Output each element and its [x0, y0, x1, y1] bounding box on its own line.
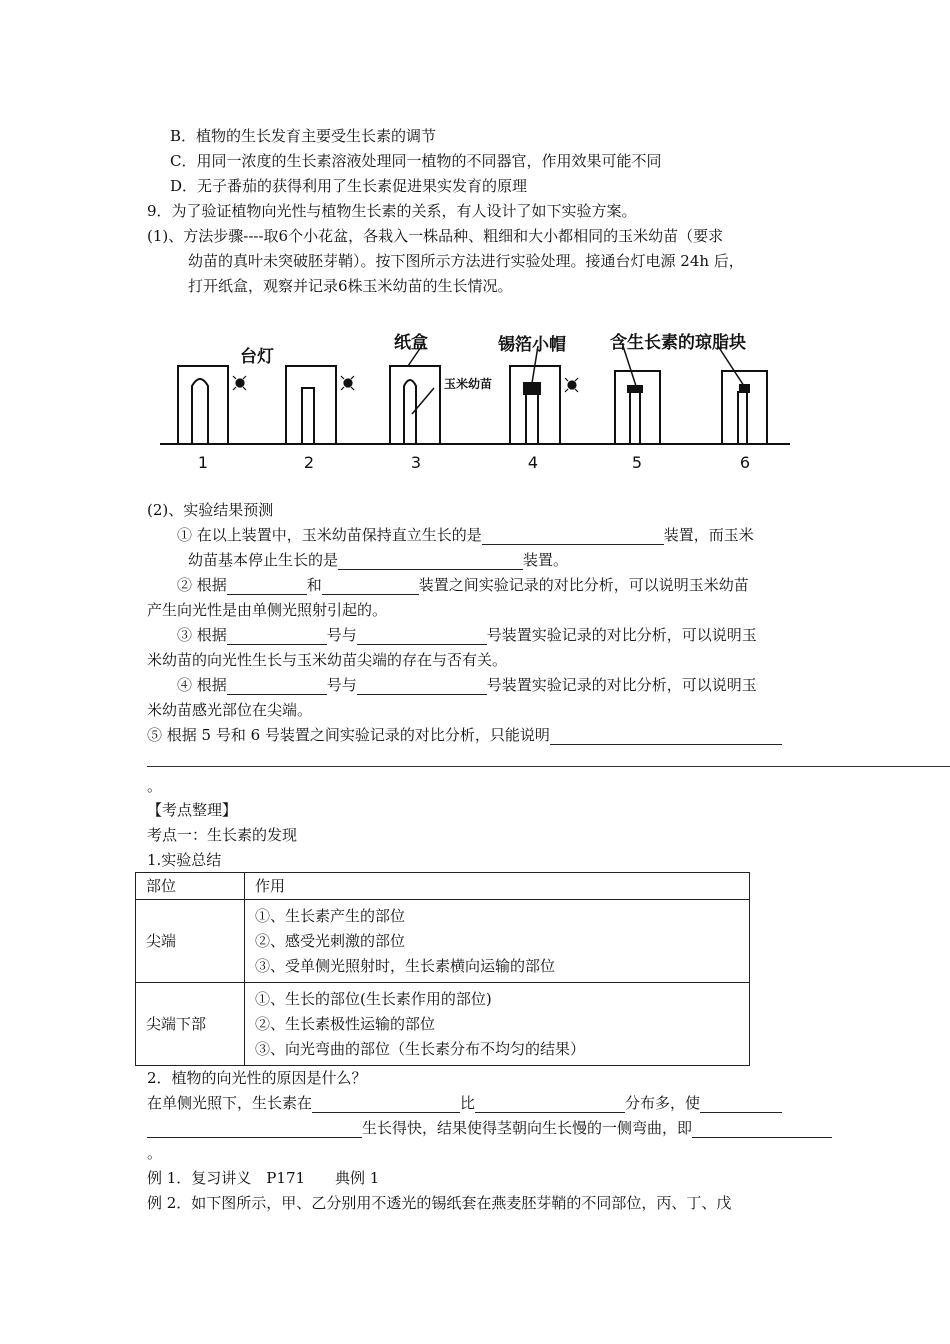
- q2-title: 2．植物的向光性的原因是什么？: [147, 1069, 367, 1087]
- table-cell-part: 尖端: [136, 900, 245, 983]
- list-item: ③、受单侧光照射时，生长素横向运输的部位: [255, 956, 556, 975]
- prediction-4-line2: 米幼苗感光部位在尖端。: [147, 701, 313, 719]
- example-1: 例 1．复习讲义 P171 典例 1: [147, 1169, 380, 1187]
- answer-blank[interactable]: [322, 578, 419, 595]
- device-number-2: 2: [303, 453, 315, 472]
- device-5: [615, 371, 660, 444]
- answer-blank[interactable]: [357, 678, 487, 695]
- answer-blank[interactable]: [357, 628, 487, 645]
- answer-rule[interactable]: [147, 766, 950, 767]
- section-title: 【考点整理】: [147, 801, 238, 819]
- answer-blank[interactable]: [482, 528, 664, 545]
- table-cell-items: [245, 900, 750, 983]
- option-b: B．植物的生长发育主要受生长素的调节: [170, 127, 437, 145]
- device-4: [510, 366, 560, 444]
- table-row: [136, 900, 750, 983]
- q2-end: 。: [147, 1144, 163, 1162]
- prediction-5-line1: ⑤ 根据 5 号和 6 号装置之间实验记录的对比分析，只能说明: [147, 725, 782, 745]
- example-2: 例 2．如下图所示，甲、乙分别用不透光的锡纸套在燕麦胚芽鞘的不同部位，丙、丁、戊: [147, 1194, 732, 1212]
- answer-blank[interactable]: [227, 578, 307, 595]
- q2-line2: 生长得快，结果使得茎朝向生长慢的一侧弯曲，即: [147, 1118, 832, 1138]
- list-item: ①、生长的部位(生长素作用的部位): [255, 989, 492, 1008]
- summary-table: [135, 872, 750, 1066]
- prediction-4-line1: ④ 根据 号与 号装置实验记录的对比分析，可以说明玉: [177, 676, 757, 694]
- lamp-icon-4: [565, 378, 578, 392]
- q9-method-line2: 幼苗的真叶未突破胚芽鞘）。按下图所示方法进行实验处理。接通台灯电源 24h 后，: [188, 252, 744, 270]
- answer-blank[interactable]: [692, 1121, 832, 1138]
- table-header: 作用: [245, 873, 750, 900]
- device-1: [178, 366, 228, 444]
- device-6: [722, 371, 767, 444]
- device-number-1: 1: [197, 453, 209, 472]
- answer-blank[interactable]: [338, 553, 523, 570]
- list-item: ②、生长素极性运输的部位: [255, 1014, 436, 1033]
- device-number-3: 3: [410, 453, 422, 472]
- answer-blank[interactable]: [700, 1096, 782, 1113]
- answer-blank[interactable]: [227, 678, 327, 695]
- lamp-icon-1: [233, 376, 246, 390]
- label-agar: 含生长素的琼脂块: [610, 333, 746, 353]
- device-3: [390, 366, 440, 444]
- prediction-title: (2)、实验结果预测: [147, 501, 274, 519]
- prediction-3-line1: ③ 根据 号与 号装置实验记录的对比分析，可以说明玉: [177, 626, 757, 644]
- prediction-3-line2: 米幼苗的向光性生长与玉米幼苗尖端的存在与否有关。: [147, 651, 508, 669]
- list-item: ③、向光弯曲的部位（生长素分布不均匀的结果）: [255, 1039, 586, 1058]
- device-number-5: 5: [631, 453, 643, 472]
- answer-blank[interactable]: [312, 1096, 460, 1113]
- answer-blank[interactable]: [550, 728, 782, 745]
- sub1-title: 1.实验总结: [147, 851, 222, 869]
- device-2: [286, 366, 336, 444]
- point1-title: 考点一：生长素的发现: [147, 826, 298, 844]
- option-c: C．用同一浓度的生长素溶液处理同一植物的不同器官，作用效果可能不同: [170, 152, 662, 170]
- label-cap: 锡箔小帽: [498, 335, 566, 355]
- answer-blank[interactable]: [227, 628, 327, 645]
- label-lamp: 台灯: [240, 347, 274, 367]
- table-header-row: [136, 873, 750, 900]
- table-row: [136, 983, 750, 1066]
- device-number-4: 4: [527, 453, 539, 472]
- lamp-icon-2: [341, 376, 354, 390]
- answer-blank[interactable]: [147, 1121, 362, 1138]
- table-header: 部位: [136, 873, 245, 900]
- prediction-1-line2: 幼苗基本停止生长的是 装置。: [188, 551, 569, 569]
- option-d: D．无子番茄的获得利用了生长素促进果实发育的原理: [170, 177, 528, 195]
- prediction-2-line1: ② 根据 和 装置之间实验记录的对比分析，可以说明玉米幼苗: [177, 576, 749, 594]
- list-item: ①、生长素产生的部位: [255, 906, 406, 925]
- label-seedling: 玉米幼苗: [444, 377, 493, 391]
- table-cell-part: 尖端下部: [136, 983, 245, 1066]
- prediction-2-line2: 产生向光性是由单侧光照射引起的。: [147, 601, 388, 619]
- q2-line1: 在单侧光照下，生长素在 比 分布多，使: [147, 1093, 782, 1113]
- label-box: 纸盒: [394, 333, 428, 353]
- prediction-5-end: 。: [147, 777, 163, 795]
- experiment-figure: [160, 326, 800, 476]
- table-cell-items: [245, 983, 750, 1066]
- prediction-1-line1: ① 在以上装置中，玉米幼苗保持直立生长的是 装置，而玉米: [177, 526, 754, 544]
- q9-intro: 9．为了验证植物向光性与植物生长素的关系，有人设计了如下实验方案。: [147, 202, 637, 220]
- q9-method-line3: 打开纸盒，观察并记录6株玉米幼苗的生长情况。: [188, 277, 513, 295]
- list-item: ②、感受光刺激的部位: [255, 931, 406, 950]
- device-number-6: 6: [739, 453, 751, 472]
- answer-blank[interactable]: [475, 1096, 625, 1113]
- q9-method-line1: (1)、方法步骤----取6个小花盆，各栽入一株品种、粗细和大小都相同的玉米幼苗（要求: [147, 227, 724, 245]
